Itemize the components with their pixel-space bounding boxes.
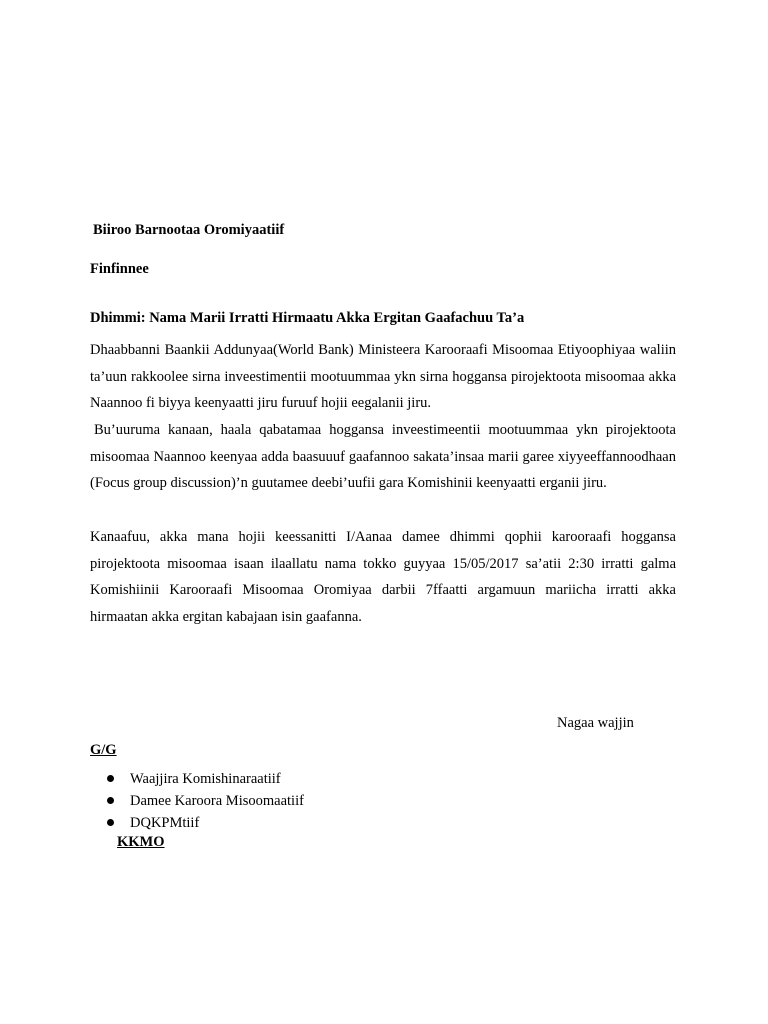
city-line: Finfinnee: [90, 261, 149, 277]
subject-line: Dhimmi: Nama Marii Irratti Hirmaatu Akka Ergitan Gaafachuu Ta’a: [90, 310, 525, 326]
cc-item-label: DQKPMtiif: [130, 815, 200, 831]
cc-item: [104, 768, 304, 790]
cc-label: G/G: [90, 742, 117, 758]
body-paragraph-2: Bu’uuruma kanaan, haala qabatamaa hoggansa inveestimeentii mootuummaa ykn pirojektoota misoomaa Naannoo keenyaa adda baasuuuf gaafannoo sakata’insaa marii garee xiyyeeffannoodhaan (Focus group discussion)’n guutamee deebi’uufii gara Komishinii keenyaatti erganii jiru.: [90, 422, 676, 491]
closing-line: Nagaa wajjin: [557, 715, 634, 731]
cc-item: [104, 812, 304, 834]
recipient-line: Biiroo Barnootaa Oromiyaatiif: [93, 222, 285, 238]
cc-list: [104, 768, 304, 834]
cc-organization: KKMO: [117, 834, 165, 850]
bullet-icon: [107, 797, 114, 804]
cc-item-label: Damee Karoora Misoomaatiif: [130, 793, 304, 809]
cc-item: [104, 790, 304, 812]
bullet-icon: [107, 775, 114, 782]
cc-item-label: Waajjira Komishinaraatiif: [130, 771, 281, 787]
body-paragraph-1: Dhaabbanni Baankii Addunyaa(World Bank) Ministeera Karooraafi Misoomaa Etiyoophiyaa waliin ta’uun rakkoolee sirna inveestimentii mootuummaa ykn sirna hoggansa pirojektoota misoomaa akka Naannoo fi biyya keenyaatti jiru furuuf hojii eegalanii jiru.: [90, 342, 676, 411]
body-paragraph-3: Kanaafuu, akka mana hojii keessanitti I/Aanaa damee dhimmi qophii karooraafi hoggansa pirojektoota misoomaa isaan ilaallatu nama tokko guyyaa 15/05/2017 sa’atii 2:30 irratti galma Komishiinii Karooraafi Misoomaa Oromiyaa darbii 7ffaatti argamuun mariicha irratti akka hirmaatan akka ergitan kabajaan isin gaafanna.: [90, 529, 676, 625]
bullet-icon: [107, 819, 114, 826]
